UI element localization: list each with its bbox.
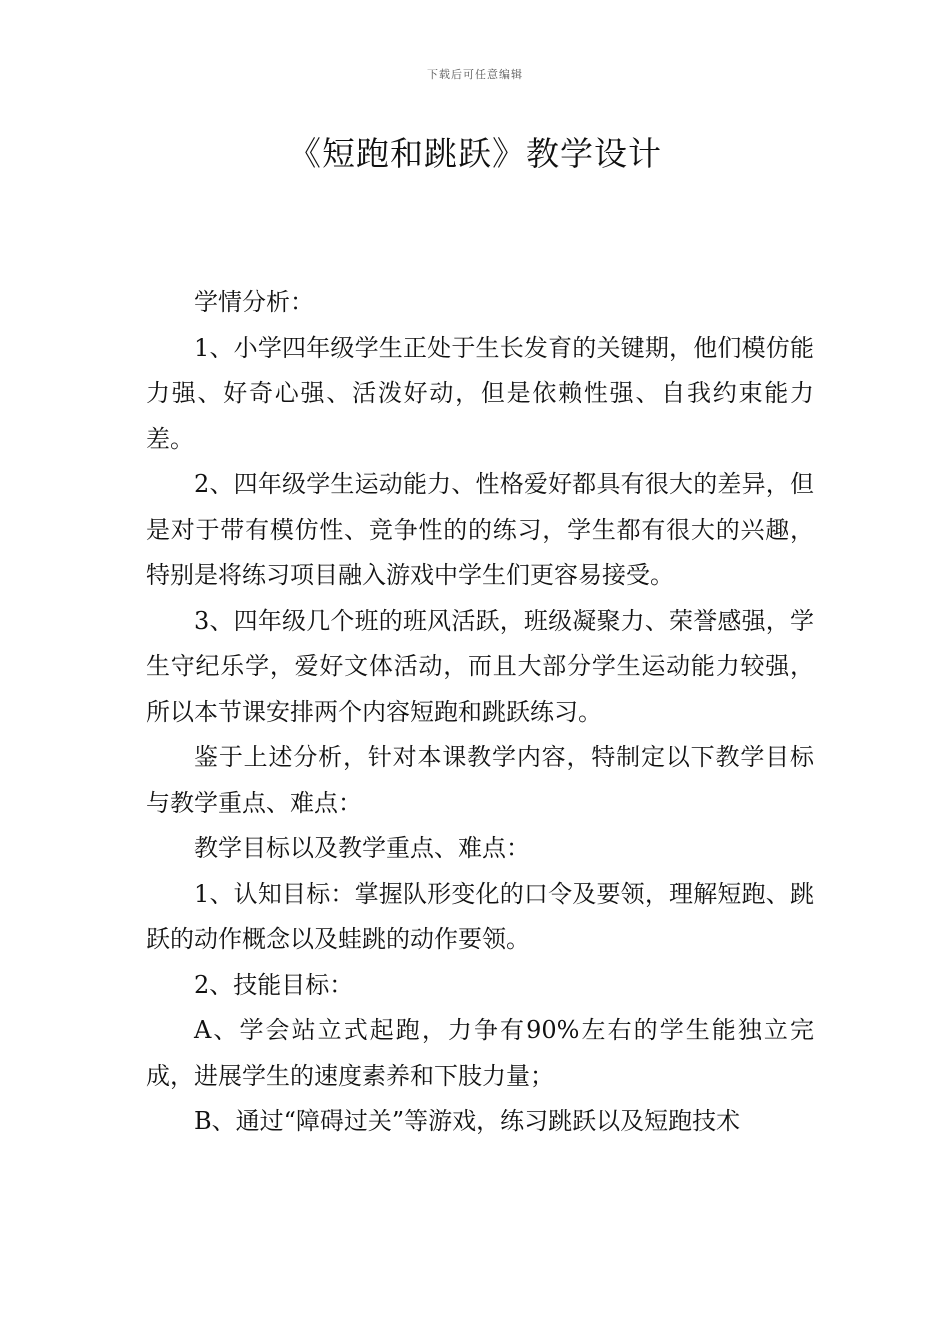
paragraph: 3、四年级几个班的班风活跃，班级凝聚力、荣誉感强，学生守纪乐学，爱好文体活动，而且大部分学生运动能力较强，所以本节课安排两个内容短跑和跳跃练习。	[146, 606, 814, 726]
paragraph: 鉴于上述分析，针对本课教学内容，特制定以下教学目标与教学重点、难点：	[146, 743, 814, 817]
paragraph: 1、小学四年级学生正处于生长发育的关键期，他们模仿能力强、好奇心强、活泼好动，但是依赖性强、自我约束能力差。	[146, 333, 814, 453]
paragraph-section-heading: 教学目标以及教学重点、难点：	[194, 834, 530, 862]
paragraph-section-heading: 学情分析：	[194, 288, 314, 316]
document-body	[146, 280, 814, 1145]
paragraph: 2、技能目标：	[194, 970, 354, 999]
paragraph: 1、认知目标：掌握队形变化的口令及要领，理解短跑、跳跃的动作概念以及蛙跳的动作要领。	[146, 879, 814, 953]
paragraph: B、通过“障碍过关”等游戏，练习跳跃以及短跑技术	[194, 1107, 741, 1135]
document-title: 《短跑和跳跃》教学设计	[288, 134, 662, 173]
paragraph: 2、四年级学生运动能力、性格爱好都具有很大的差异，但是对于带有模仿性、竞争性的的练习，学生都有很大的兴趣，特别是将练习项目融入游戏中学生们更容易接受。	[146, 470, 814, 589]
header-note: 下载后可任意编辑	[427, 68, 523, 81]
paragraph: A、学会站立式起跑，力争有90%左右的学生能独立完成，进展学生的速度素养和下肢力量；	[146, 1016, 814, 1090]
